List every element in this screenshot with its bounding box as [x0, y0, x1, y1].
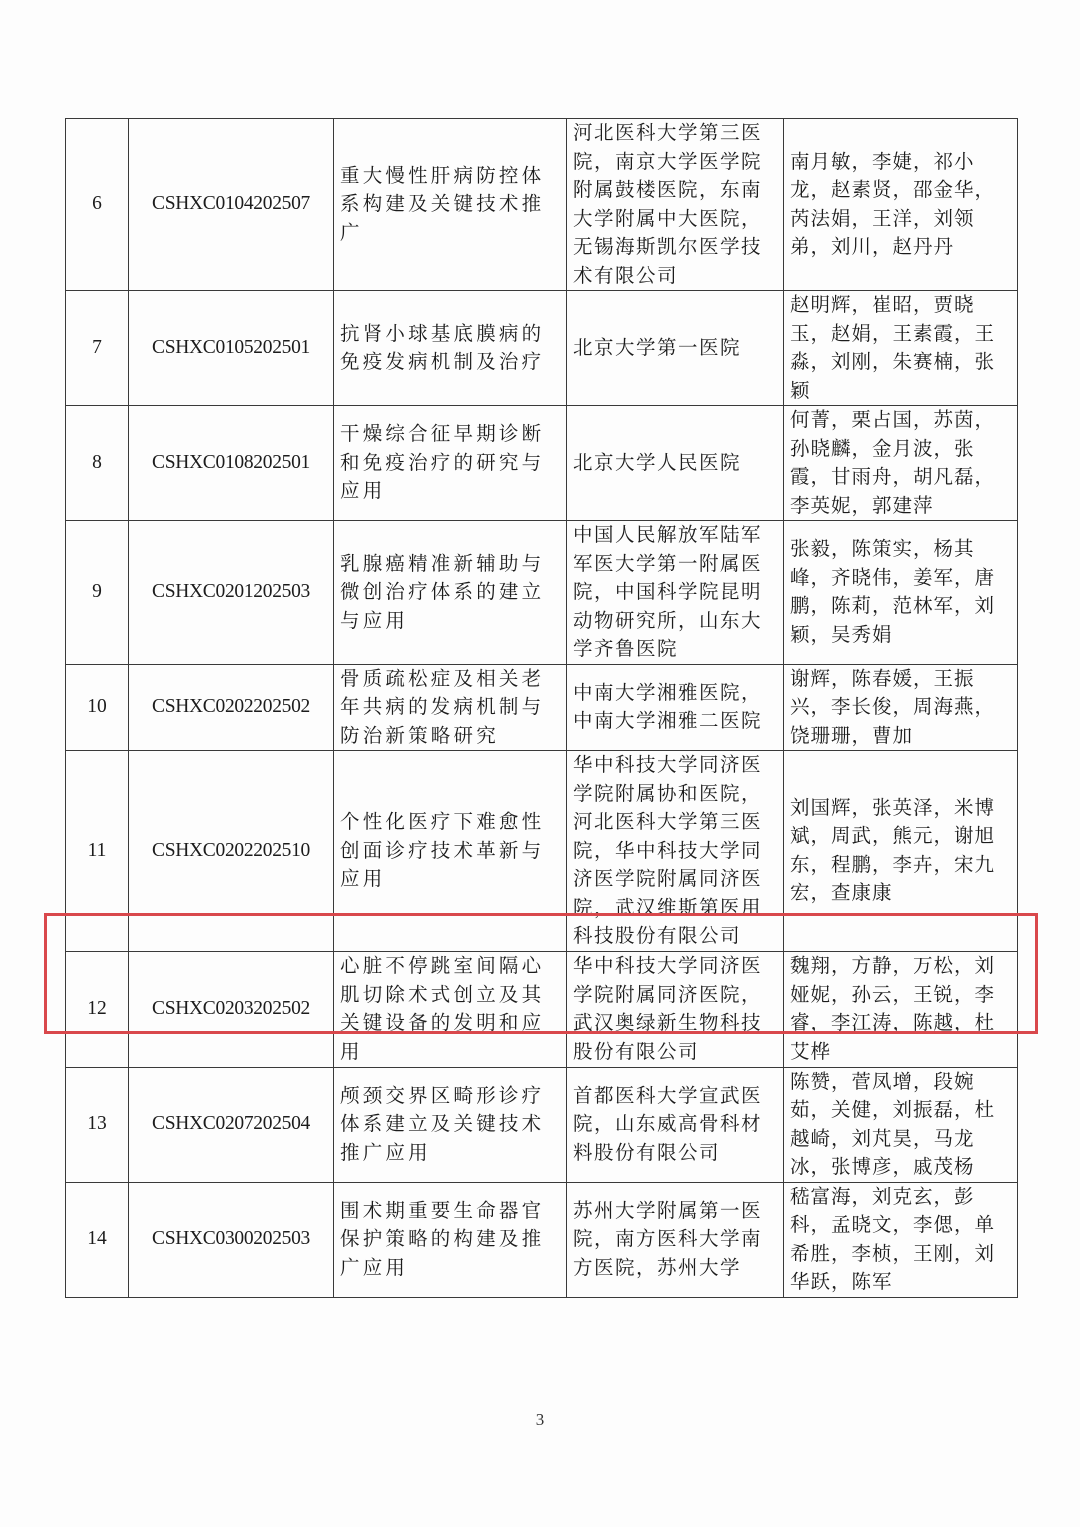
contributors: 魏翔，方静，万松，刘娅妮，孙云，王锐，李睿，李江涛，陈越，杜艾桦: [784, 951, 1018, 1067]
organizations: 华中科技大学同济医学院附属同济医院，武汉奥绿新生物科技股份有限公司: [567, 951, 784, 1067]
row-number: 8: [66, 406, 129, 521]
contributors: 何菁，栗占国，苏茵，孙晓麟，金月波，张霞，甘雨舟，胡凡磊，李英妮，郭建萍: [784, 406, 1018, 521]
table-row: [66, 664, 1018, 751]
organizations: 中南大学湘雅医院，中南大学湘雅二医院: [567, 664, 784, 751]
organizations: 北京大学人民医院: [567, 406, 784, 521]
project-title: 个性化医疗下难愈性创面诊疗技术革新与应用: [334, 751, 567, 952]
contributors: 嵇富海，刘克玄，彭科，孟晓文，李偲，单希胜，李桢，王刚，刘华跃，陈军: [784, 1182, 1018, 1297]
project-title: 抗肾小球基底膜病的免疫发病机制及治疗: [334, 291, 567, 406]
organizations: 中国人民解放军陆军军医大学第一附属医院，中国科学院昆明动物研究所，山东大学齐鲁医院: [567, 521, 784, 665]
project-code: CSHXC0202202502: [129, 664, 334, 751]
project-code: CSHXC0203202502: [129, 951, 334, 1067]
contributors: 南月敏，李婕，祁小龙，赵素贤，邵金华，芮法娟，王洋，刘领弟，刘川，赵丹丹: [784, 119, 1018, 291]
organizations: 华中科技大学同济医学院附属协和医院，河北医科大学第三医院，华中科技大学同济医学院附属同济医院，武汉维斯第医用科技股份有限公司: [567, 751, 784, 952]
project-code: CSHXC0105202501: [129, 291, 334, 406]
project-title: 心脏不停跳室间隔心肌切除术式创立及其关键设备的发明和应用: [334, 951, 567, 1067]
page-number: 3: [535, 1410, 545, 1429]
project-title: 骨质疏松症及相关老年共病的发病机制与防治新策略研究: [334, 664, 567, 751]
table-row: [66, 1067, 1018, 1182]
project-title: 围术期重要生命器官保护策略的构建及推广应用: [334, 1182, 567, 1297]
project-code: CSHXC0108202501: [129, 406, 334, 521]
project-code: CSHXC0207202504: [129, 1067, 334, 1182]
row-number: 6: [66, 119, 129, 291]
awards-table: [65, 118, 1018, 1298]
project-title: 重大慢性肝病防控体系构建及关键技术推广: [334, 119, 567, 291]
table-row: [66, 119, 1018, 291]
row-number: 14: [66, 1182, 129, 1297]
table-row: [66, 291, 1018, 406]
contributors: 谢辉，陈春媛，王振兴，李长俊，周海燕，饶珊珊，曹加: [784, 664, 1018, 751]
organizations: 河北医科大学第三医院，南京大学医学院附属鼓楼医院，东南大学附属中大医院，无锡海斯凯尔医学技术有限公司: [567, 119, 784, 291]
project-code: CSHXC0201202503: [129, 521, 334, 665]
row-number: 7: [66, 291, 129, 406]
organizations: 首都医科大学宣武医院，山东威高骨科材料股份有限公司: [567, 1067, 784, 1182]
project-code: CSHXC0104202507: [129, 119, 334, 291]
project-code: CSHXC0202202510: [129, 751, 334, 952]
organizations: 北京大学第一医院: [567, 291, 784, 406]
project-title: 乳腺癌精准新辅助与微创治疗体系的建立与应用: [334, 521, 567, 665]
project-code: CSHXC0300202503: [129, 1182, 334, 1297]
contributors: 刘国辉，张英泽，米博斌，周武，熊元，谢旭东，程鹏，李卉，宋九宏，查康康: [784, 751, 1018, 952]
contributors: 赵明辉，崔昭，贾晓玉，赵娟，王素霞，王淼，刘刚，朱赛楠，张颖: [784, 291, 1018, 406]
table-row-highlighted: [66, 951, 1018, 1067]
contributors: 张毅，陈策实，杨其峰，齐晓伟，姜军，唐鹏，陈莉，范林军，刘颖，吴秀娟: [784, 521, 1018, 665]
project-title: 干燥综合征早期诊断和免疫治疗的研究与应用: [334, 406, 567, 521]
table-row: [66, 521, 1018, 665]
row-number: 12: [66, 951, 129, 1067]
table-row: [66, 751, 1018, 952]
table-row: [66, 406, 1018, 521]
project-title: 颅颈交界区畸形诊疗体系建立及关键技术推广应用: [334, 1067, 567, 1182]
row-number: 13: [66, 1067, 129, 1182]
organizations: 苏州大学附属第一医院，南方医科大学南方医院，苏州大学: [567, 1182, 784, 1297]
row-number: 10: [66, 664, 129, 751]
table-row: [66, 1182, 1018, 1297]
row-number: 11: [66, 751, 129, 952]
contributors: 陈赞，菅凤增，段婉茹，关健，刘振磊，杜越崎，刘芃昊，马龙冰，张博彦，戚茂杨: [784, 1067, 1018, 1182]
row-number: 9: [66, 521, 129, 665]
